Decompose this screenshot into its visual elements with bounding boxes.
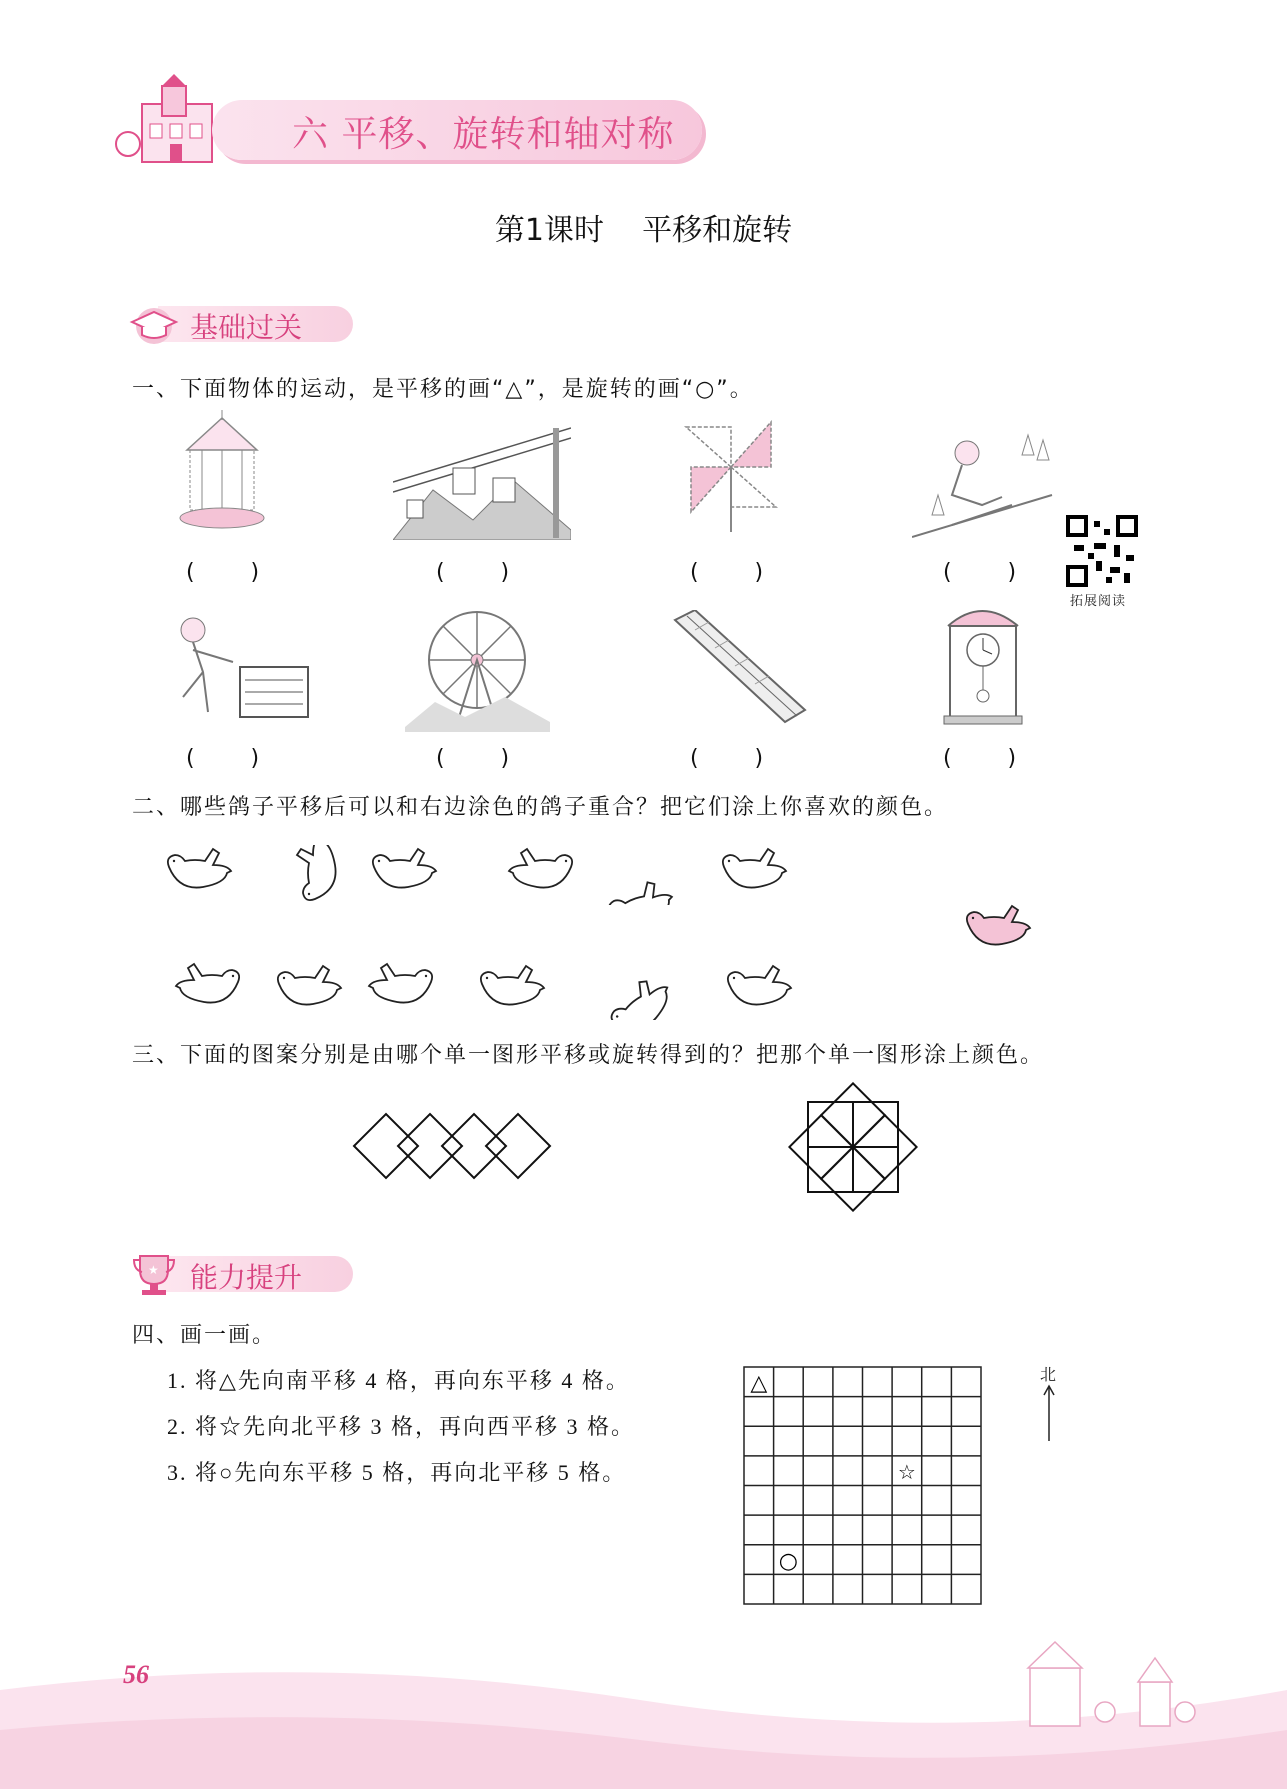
dove[interactable] [728, 966, 791, 1005]
qr-code-icon[interactable] [1066, 515, 1138, 587]
question-2-prompt: 二、哪些鸽子平移后可以和右边涂色的鸽子重合？把它们涂上你喜欢的颜色。 [132, 795, 949, 820]
answer-blank[interactable]: ( ) [690, 746, 764, 771]
answer-blank[interactable]: ( ) [943, 746, 1017, 771]
dove[interactable] [369, 964, 432, 1003]
answer-blank[interactable]: ( ) [436, 746, 510, 771]
qr-label: 拓展阅读 [1070, 594, 1127, 609]
section-ability-label: 能力提升 [190, 1261, 303, 1294]
pinwheel-illustration [672, 412, 790, 532]
drawing-grid[interactable] [743, 1366, 985, 1608]
dove[interactable] [605, 876, 678, 905]
pushing-box-illustration [145, 612, 315, 722]
cable-car-illustration [393, 420, 571, 540]
skier-illustration [912, 425, 1057, 540]
triangle-mark: △ [750, 1371, 768, 1396]
instruction-3: 3. 将○先向东平移 5 格，再向北平移 5 格。 [167, 1460, 627, 1485]
colored-dove [962, 898, 1042, 953]
instruction-2: 2. 将☆先向北平移 3 格，再向西平移 3 格。 [167, 1414, 636, 1439]
carousel-illustration [172, 410, 272, 535]
dove[interactable] [509, 849, 572, 888]
ferris-wheel-illustration [405, 602, 550, 732]
translated-squares-pattern[interactable] [350, 1110, 560, 1182]
page-number: 56 [123, 1660, 149, 1689]
dove[interactable] [723, 849, 786, 888]
lesson-title: 第1课时 平移和旋转 [494, 213, 793, 248]
trophy-icon [128, 1252, 184, 1296]
dove[interactable] [278, 966, 341, 1005]
section-basic-label: 基础过关 [190, 311, 303, 344]
escalator-illustration [665, 610, 815, 725]
circle-mark: ○ [778, 1549, 799, 1574]
answer-blank[interactable]: ( ) [436, 560, 510, 585]
question-4-prompt: 四、画一画。 [132, 1323, 277, 1348]
answer-blank[interactable]: ( ) [690, 560, 764, 585]
dove[interactable] [373, 849, 436, 888]
section-basic [128, 300, 358, 346]
question-1-prompt: 一、下面物体的运动，是平移的画“△”，是旋转的画“○”。 [132, 377, 754, 402]
chapter-banner [112, 92, 702, 170]
dove[interactable] [605, 971, 678, 1020]
answer-blank[interactable]: ( ) [943, 560, 1017, 585]
star-mark: ☆ [897, 1460, 916, 1484]
pendulum-clock-illustration [940, 608, 1025, 728]
north-arrow-icon [1040, 1383, 1060, 1443]
dove[interactable] [481, 966, 544, 1005]
graduation-cap-icon [128, 302, 184, 346]
compass-north-label: 北 [1040, 1365, 1057, 1384]
question-3-prompt: 三、下面的图案分别是由哪个单一图形平移或旋转得到的？把那个单一图形涂上颜色。 [132, 1043, 1045, 1068]
chapter-title: 六 平移、旋转和轴对称 [292, 114, 675, 155]
svg-text:★: ★ [148, 1263, 159, 1277]
dove[interactable] [176, 964, 239, 1003]
answer-blank[interactable]: ( ) [186, 560, 260, 585]
dove-row-1 [165, 845, 805, 905]
rotated-squares-pattern[interactable] [788, 1082, 918, 1212]
footer-wave [0, 1620, 1287, 1789]
dove-row-2 [170, 960, 810, 1020]
section-ability [128, 1250, 358, 1296]
instruction-1: 1. 将△先向南平移 4 格，再向东平移 4 格。 [167, 1368, 630, 1393]
dove[interactable] [297, 845, 336, 900]
dove[interactable] [168, 849, 231, 888]
answer-blank[interactable]: ( ) [186, 746, 260, 771]
